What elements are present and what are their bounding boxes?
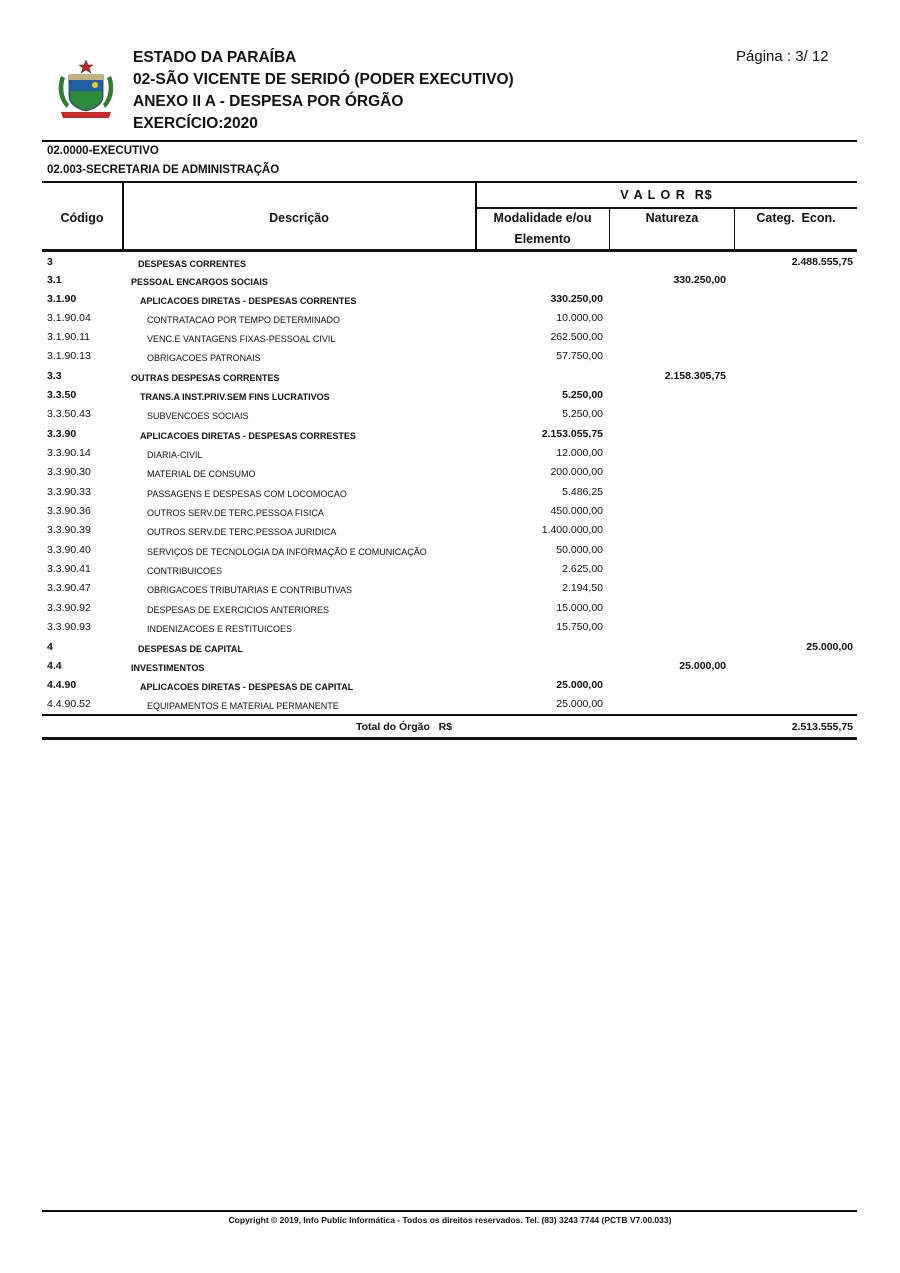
- title-municipality: 02-SÃO VICENTE DE SERIDÓ (PODER EXECUTIVO): [133, 71, 514, 88]
- row-code: 3.3.90.93: [47, 621, 91, 633]
- row-code: 3.1.90.04: [47, 312, 91, 324]
- table-row: [42, 486, 857, 505]
- header-valor: V A L O R R$: [620, 188, 713, 202]
- row-categ: 2.488.555,75: [791, 256, 853, 268]
- row-desc: CONTRATACAO POR TEMPO DETERMINADO: [147, 315, 341, 325]
- row-desc: INDENIZACOES E RESTITUICOES: [147, 624, 293, 634]
- row-code: 4: [47, 641, 53, 653]
- table-row: [42, 524, 857, 543]
- row-code: 3.3.90: [47, 428, 77, 440]
- total-bottom-border: [42, 737, 857, 740]
- table-row: [42, 428, 857, 447]
- row-modalidade: 2.625,00: [562, 563, 603, 575]
- row-modalidade: 450.000,00: [550, 505, 603, 517]
- row-code: 3: [47, 256, 53, 268]
- table-row: [42, 602, 857, 621]
- row-code: 3.3.90.39: [47, 524, 91, 536]
- row-modalidade: 200.000,00: [550, 466, 603, 478]
- row-modalidade: 12.000,00: [556, 447, 603, 459]
- row-modalidade: 15.750,00: [556, 621, 603, 633]
- row-code: 3.3: [47, 370, 62, 382]
- row-desc: OUTROS SERV.DE TERC.PESSOA FISICA: [147, 508, 324, 518]
- row-natureza: 2.158.305,75: [664, 370, 726, 382]
- table-row: [42, 621, 857, 640]
- row-categ: 25.000,00: [806, 641, 853, 653]
- row-modalidade: 2.194,50: [562, 582, 603, 594]
- table-row: [42, 563, 857, 582]
- row-modalidade: 5.250,00: [562, 389, 603, 401]
- row-code: 3.3.90.41: [47, 563, 91, 575]
- table-row: [42, 544, 857, 563]
- table-row: [42, 256, 857, 275]
- row-desc: CONTRIBUICOES: [147, 566, 223, 576]
- row-desc: INVESTIMENTOS: [131, 663, 205, 673]
- row-code: 3.3.90.36: [47, 505, 91, 517]
- footer-divider: [42, 1210, 857, 1212]
- row-desc: OBRIGACOES TRIBUTARIAS E CONTRIBUTIVAS: [147, 585, 353, 595]
- row-code: 3.1.90.11: [47, 331, 91, 343]
- row-code: 3.3.90.33: [47, 486, 91, 498]
- row-desc: OUTROS SERV.DE TERC.PESSOA JURIDICA: [147, 527, 337, 537]
- row-desc: OUTRAS DESPESAS CORRENTES: [131, 373, 280, 383]
- row-modalidade: 10.000,00: [556, 312, 603, 324]
- row-code: 3.1.90.13: [47, 350, 91, 362]
- table-row: [42, 408, 857, 427]
- row-code: 3.3.90.40: [47, 544, 91, 556]
- row-code: 3.3.50: [47, 389, 77, 401]
- row-modalidade: 5.250,00: [562, 408, 603, 420]
- table-row: [42, 370, 857, 389]
- row-desc: EQUIPAMENTOS E MATERIAL PERMANENTE: [147, 701, 339, 711]
- row-natureza: 25.000,00: [679, 660, 726, 672]
- header-categ-econ: Categ. Econ.: [756, 211, 836, 225]
- row-modalidade: 5.486,25: [562, 486, 603, 498]
- header-bottom-border: [42, 249, 857, 252]
- row-code: 4.4.90.52: [47, 698, 91, 710]
- row-desc: DESPESAS CORRENTES: [138, 259, 247, 269]
- report-header: [0, 0, 900, 140]
- total-top-border: [42, 714, 857, 716]
- row-desc: DESPESAS DE CAPITAL: [138, 644, 243, 654]
- table-row: [42, 331, 857, 350]
- header-natureza: Natureza: [645, 211, 699, 225]
- row-desc: OBRIGACOES PATRONAIS: [147, 353, 261, 363]
- header-elemento: Elemento: [514, 232, 571, 246]
- row-modalidade: 262.500,00: [550, 331, 603, 343]
- page-number: Página : 3/ 12: [736, 48, 829, 65]
- table-top-border: [42, 181, 857, 183]
- row-desc: DIARIA-CIVIL: [147, 450, 203, 460]
- row-desc: PASSAGENS E DESPESAS COM LOCOMOCAO: [147, 489, 347, 499]
- row-modalidade: 330.250,00: [550, 293, 603, 305]
- table-row: [42, 389, 857, 408]
- table-row: [42, 679, 857, 698]
- row-code: 3.3.90.14: [47, 447, 91, 459]
- row-desc: SUBVENCOES SOCIAIS: [147, 411, 249, 421]
- row-modalidade: 2.153.055,75: [541, 428, 603, 440]
- row-modalidade: 1.400.000,00: [541, 524, 603, 536]
- row-natureza: 330.250,00: [673, 274, 726, 286]
- row-code: 3.3.90.47: [47, 582, 91, 594]
- row-desc: PESSOAL ENCARGOS SOCIAIS: [131, 277, 268, 287]
- row-modalidade: 57.750,00: [556, 350, 603, 362]
- copyright-footer: Copyright © 2019, Info Public Informática - Todos os direitos reservados. Tel. (83) 3243 7744 (PCTB V7.00.033): [228, 1215, 672, 1225]
- row-desc: APLICACOES DIRETAS - DESPESAS DE CAPITAL: [140, 682, 354, 692]
- title-annex: ANEXO II A - DESPESA POR ÓRGÃO: [133, 93, 404, 110]
- coat-of-arms-icon: [55, 58, 117, 120]
- table-row: [42, 641, 857, 660]
- valor-divider: [476, 207, 857, 209]
- table-row: [42, 312, 857, 331]
- row-desc: DESPESAS DE EXERCICIOS ANTERIORES: [147, 605, 330, 615]
- table-row: [42, 274, 857, 293]
- row-code: 3.3.90.30: [47, 466, 91, 478]
- row-modalidade: 25.000,00: [556, 679, 603, 691]
- header-codigo: Código: [60, 211, 104, 225]
- title-year: EXERCÍCIO:2020: [133, 115, 258, 132]
- header-divider: [42, 140, 857, 142]
- total-value: 2.513.555,75: [791, 721, 853, 733]
- table-row: [42, 466, 857, 485]
- row-desc: SERVIÇOS DE TECNOLOGIA DA INFORMAÇÃO E COMUNICAÇÃO: [147, 547, 427, 557]
- row-code: 3.1.90: [47, 293, 77, 305]
- row-modalidade: 25.000,00: [556, 698, 603, 710]
- header-modalidade: Modalidade e/ou: [493, 211, 592, 225]
- table-row: [42, 505, 857, 524]
- table-row: [42, 293, 857, 312]
- row-code: 4.4.90: [47, 679, 77, 691]
- row-desc: APLICACOES DIRETAS - DESPESAS CORRENTES: [140, 296, 357, 306]
- row-desc: TRANS.A INST.PRIV.SEM FINS LUCRATIVOS: [140, 392, 330, 402]
- table-row: [42, 660, 857, 679]
- total-label: Total do Órgão R$: [356, 721, 453, 733]
- row-desc: VENC.E VANTAGENS FIXAS-PESSOAL CIVIL: [147, 334, 336, 344]
- row-code: 4.4: [47, 660, 62, 672]
- org-unit: 02.0000-EXECUTIVO: [47, 145, 159, 157]
- row-desc: MATERIAL DE CONSUMO: [147, 469, 256, 479]
- row-desc: APLICACOES DIRETAS - DESPESAS CORRESTES: [140, 431, 356, 441]
- table-row: [42, 582, 857, 601]
- row-modalidade: 50.000,00: [556, 544, 603, 556]
- header-descricao: Descrição: [269, 211, 329, 225]
- row-modalidade: 15.000,00: [556, 602, 603, 614]
- table-row: [42, 350, 857, 369]
- table-row: [42, 447, 857, 466]
- org-subunit: 02.003-SECRETARIA DE ADMINISTRAÇÃO: [47, 164, 280, 176]
- row-code: 3.1: [47, 274, 62, 286]
- title-state: ESTADO DA PARAÍBA: [133, 49, 297, 66]
- report-titles: [133, 47, 514, 135]
- row-code: 3.3.90.92: [47, 602, 91, 614]
- row-code: 3.3.50.43: [47, 408, 91, 420]
